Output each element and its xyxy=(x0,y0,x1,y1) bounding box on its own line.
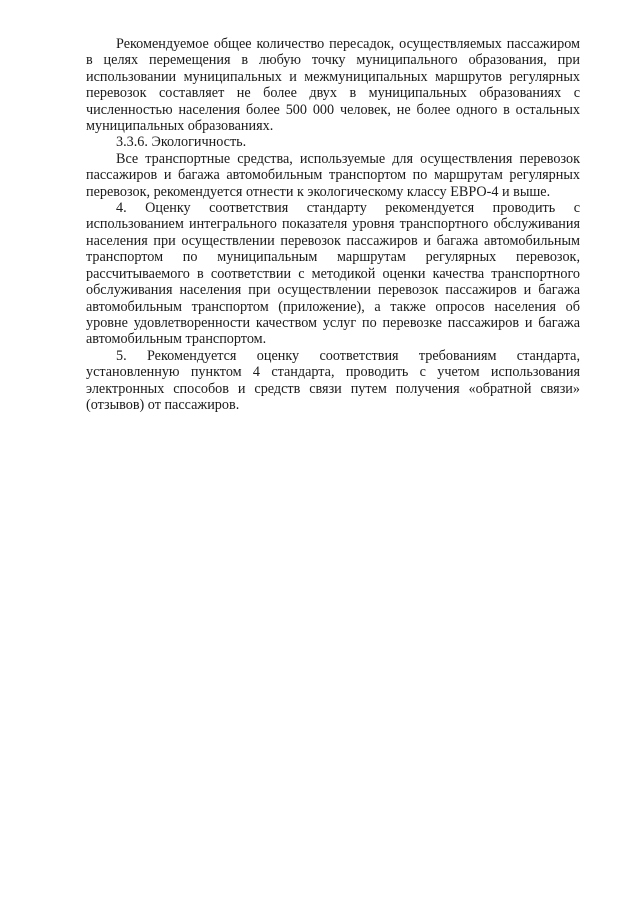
document-body xyxy=(86,36,580,413)
paragraph-euro-class: Все транспортные средства, используемые для осуществления перевозок пассажиров и багажа автомобильным транспортом по маршрутам регулярных перевозок, рекомендуется отнести к экологическому классу ЕВРО-4 и выше. xyxy=(86,150,580,200)
paragraph-feedback: 5. Рекомендуется оценку соответствия требованиям стандарта, установленную пунктом 4 стандарта, проводить с учетом использования электронных способов и средств связи путем получения «обратной связи» (отзывов) от пассажиров. xyxy=(86,347,580,413)
paragraph-transfers: Рекомендуемое общее количество пересадок, осуществляемых пассажиром в целях перемещения в любую точку муниципального образования, при использовании муниципальных и межмуниципальных маршрутов регулярных перевозок составляет не более двух в муниципальных образованиях с численностью населения более 500 000 человек, не более одного в остальных муниципальных образованиях. xyxy=(86,36,580,135)
paragraph-assessment: 4. Оценку соответствия стандарту рекомендуется проводить с использованием интегрального показателя уровня транспортного обслуживания населения при осуществлении перевозок пассажиров и багажа автомобильным транспортом по муниципальным маршрутам регулярных перевозок, рассчитываемого в соответствии с методикой оценки качества транспортного обслуживания населения при осуществлении перевозок пассажиров и багажа автомобильным транспортом (приложение), а также опросов населения об уровне удовлетворенности качеством услуг по перевозке пассажиров и багажа автомобильным транспортом. xyxy=(86,200,580,348)
section-heading-ecology: 3.3.6. Экологичность. xyxy=(116,134,247,151)
